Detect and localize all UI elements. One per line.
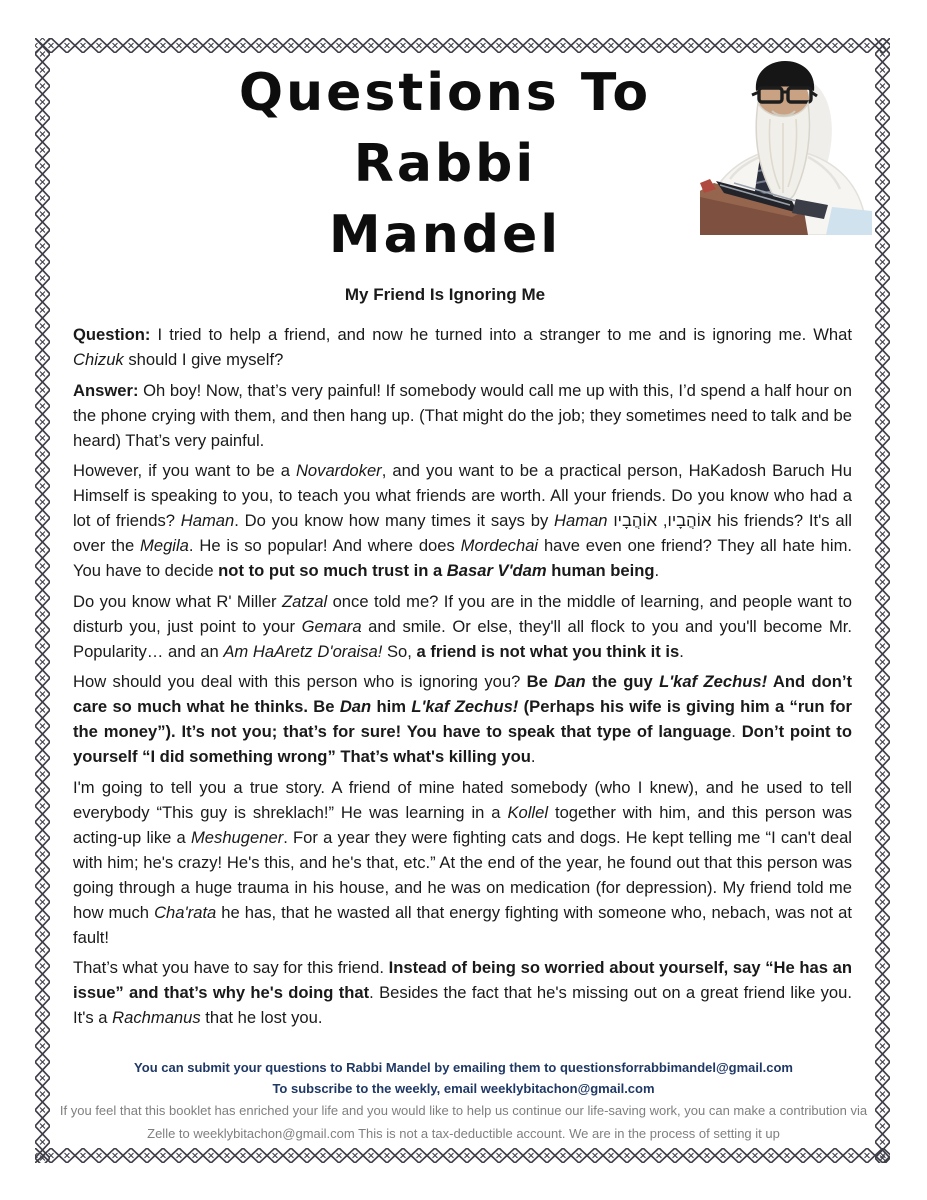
text-run: Be bbox=[526, 672, 555, 691]
border-left bbox=[35, 38, 50, 1163]
title-line-3: Mandel bbox=[328, 205, 562, 265]
paragraph bbox=[73, 322, 852, 372]
title-line-2: Rabbi bbox=[353, 134, 537, 194]
text-run: . Besides the fact that he's missing out on a great friend like you. It's a bbox=[73, 983, 852, 1027]
text-run: Do you know what R' Miller bbox=[73, 591, 282, 611]
text-run: Meshugener bbox=[190, 827, 284, 847]
title-line-1: Questions To bbox=[238, 63, 652, 123]
text-run: Gemara bbox=[301, 616, 362, 636]
text-run: Rachmanus bbox=[112, 1008, 201, 1027]
text-run: Am HaAretz D'oraisa! bbox=[223, 641, 383, 661]
text-run: . He is so popular! And where does bbox=[188, 536, 461, 555]
text-run: not to put so much trust in a bbox=[218, 561, 447, 580]
text-run: (Perhaps his wife is giving him a “run for the money”). It’s not you; that’s for sure! You have to speak that type of language bbox=[73, 697, 853, 741]
border-top bbox=[35, 38, 890, 53]
text-run: That’s what you have to say for this friend. bbox=[73, 958, 389, 977]
paragraph bbox=[73, 669, 852, 769]
text-run: Novardoker bbox=[295, 461, 382, 480]
text-run: However, if you want to be a bbox=[73, 461, 296, 480]
text-run: Kollel bbox=[507, 802, 549, 822]
text-run: once told me? If you are in the middle of learning, and people want to disturb you, just point to your bbox=[73, 591, 852, 636]
footer-contribution-line-2: Zelle to weeklybitachon@gmail.com This is not a tax-deductible account. We are in the process of setting it up bbox=[147, 1126, 780, 1141]
text-run: Instead of being so worried about yourself, say “He has an issue” and that’s why he's doing that bbox=[73, 958, 853, 1002]
text-run: . bbox=[530, 747, 536, 766]
text-run: him bbox=[371, 697, 412, 716]
footer-submit-line: You can submit your questions to Rabbi Mandel by emailing them to questionsforrabbimandel@gmail.com bbox=[134, 1060, 793, 1075]
text-run: . bbox=[679, 641, 684, 661]
text-run: Chizuk bbox=[73, 350, 124, 369]
article-subtitle: My Friend Is Ignoring Me bbox=[344, 285, 546, 304]
article-paragraphs bbox=[73, 322, 852, 1036]
border-bottom bbox=[35, 1148, 890, 1163]
text-run: So, bbox=[382, 641, 417, 661]
text-run: Zatzal bbox=[281, 591, 328, 611]
footer-contribution-line-1: If you feel that this booklet has enriched your life and you would like to help us continue our life-saving work, you can make a contribution via bbox=[59, 1103, 868, 1118]
paragraph bbox=[73, 378, 852, 453]
text-run: have even one friend? They all hate him. You have to decide bbox=[73, 536, 852, 580]
text-run: . For a year they were fighting cats and dogs. He kept telling me “I can't deal with him; he's crazy! He's this, and he's that, etc.” At the end of the year, he found out that this person was going through a huge trauma in his house, and he was on medication (for depression). My friend told me how much bbox=[73, 827, 852, 922]
paragraph bbox=[73, 458, 852, 583]
text-run: Answer: bbox=[73, 380, 139, 400]
page-footer bbox=[0, 1057, 927, 1145]
text-run: Dan bbox=[339, 697, 372, 716]
text-run: Oh boy! Now, that’s very painful! If somebody would call me up with this, I’d spend a half hour on the phone crying with them, and then hang up. (That might do the job; they sometimes need to talk and be heard) That’s very painful. bbox=[73, 380, 852, 450]
text-run: he has, that he wasted all that energy fighting with someone who, nebach, was not at fault! bbox=[73, 902, 852, 947]
text-run: Don’t point to yourself “I did something wrong” That’s what's killing you bbox=[73, 722, 852, 766]
text-run: Cha'rata bbox=[154, 902, 217, 922]
blue-paper bbox=[826, 207, 872, 235]
text-run: And don’t care so much what he thinks. Be bbox=[73, 672, 853, 716]
text-run: Basar V'dam bbox=[446, 561, 547, 580]
paragraph bbox=[73, 955, 852, 1030]
text-run: . Do you know how many times it says by bbox=[234, 511, 555, 530]
text-run: How should you deal with this person who is ignoring you? bbox=[73, 672, 527, 691]
text-run: , and you want to be a practical person, HaKadosh Baruch Hu Himself is speaking to you, to teach you what friends are worth. All your friends. Do you know who had a lot of friends? bbox=[73, 461, 852, 530]
text-run: I tried to help a friend, and now he turned into a stranger to me and is ignoring me. What bbox=[150, 325, 852, 344]
paragraph bbox=[73, 775, 852, 950]
text-run: together with him, and this person was acting-up like a bbox=[73, 802, 852, 847]
text-run: a friend is not what you think it is bbox=[416, 641, 680, 661]
text-run: L'kaf Zechus! bbox=[411, 697, 519, 716]
text-run: human being bbox=[546, 561, 655, 580]
text-run: should I give myself? bbox=[123, 350, 284, 369]
text-run: אוֹהֲבָיו, אוֹהֲבָיו his friends? It's all over the bbox=[73, 511, 852, 555]
text-run: that he lost you. bbox=[200, 1008, 323, 1027]
text-run: Mordechai bbox=[460, 536, 539, 555]
footer-subscribe-line: To subscribe to the weekly, email weeklybitachon@gmail.com bbox=[272, 1081, 655, 1096]
text-run: . bbox=[654, 561, 660, 580]
text-run: Megila bbox=[140, 536, 189, 555]
border-right bbox=[875, 38, 890, 1163]
text-run: I'm going to tell you a true story. A friend of mine hated somebody (who I knew), and he used to tell everybody “This guy is shreklach!” He was learning in a bbox=[73, 777, 852, 822]
rabbi-photo bbox=[700, 59, 872, 235]
text-run: and smile. Or else, they'll all flock to you and you'll become Mr. Popularity… and an bbox=[73, 616, 852, 661]
paragraph bbox=[73, 589, 852, 664]
text-run: Dan bbox=[554, 672, 586, 691]
text-run: L'kaf Zechus! bbox=[659, 672, 768, 691]
text-run: Haman bbox=[554, 511, 608, 530]
text-run: the guy bbox=[585, 672, 660, 691]
text-run: Question: bbox=[73, 325, 151, 344]
text-run: . bbox=[731, 722, 742, 741]
text-run: Haman bbox=[180, 511, 235, 530]
